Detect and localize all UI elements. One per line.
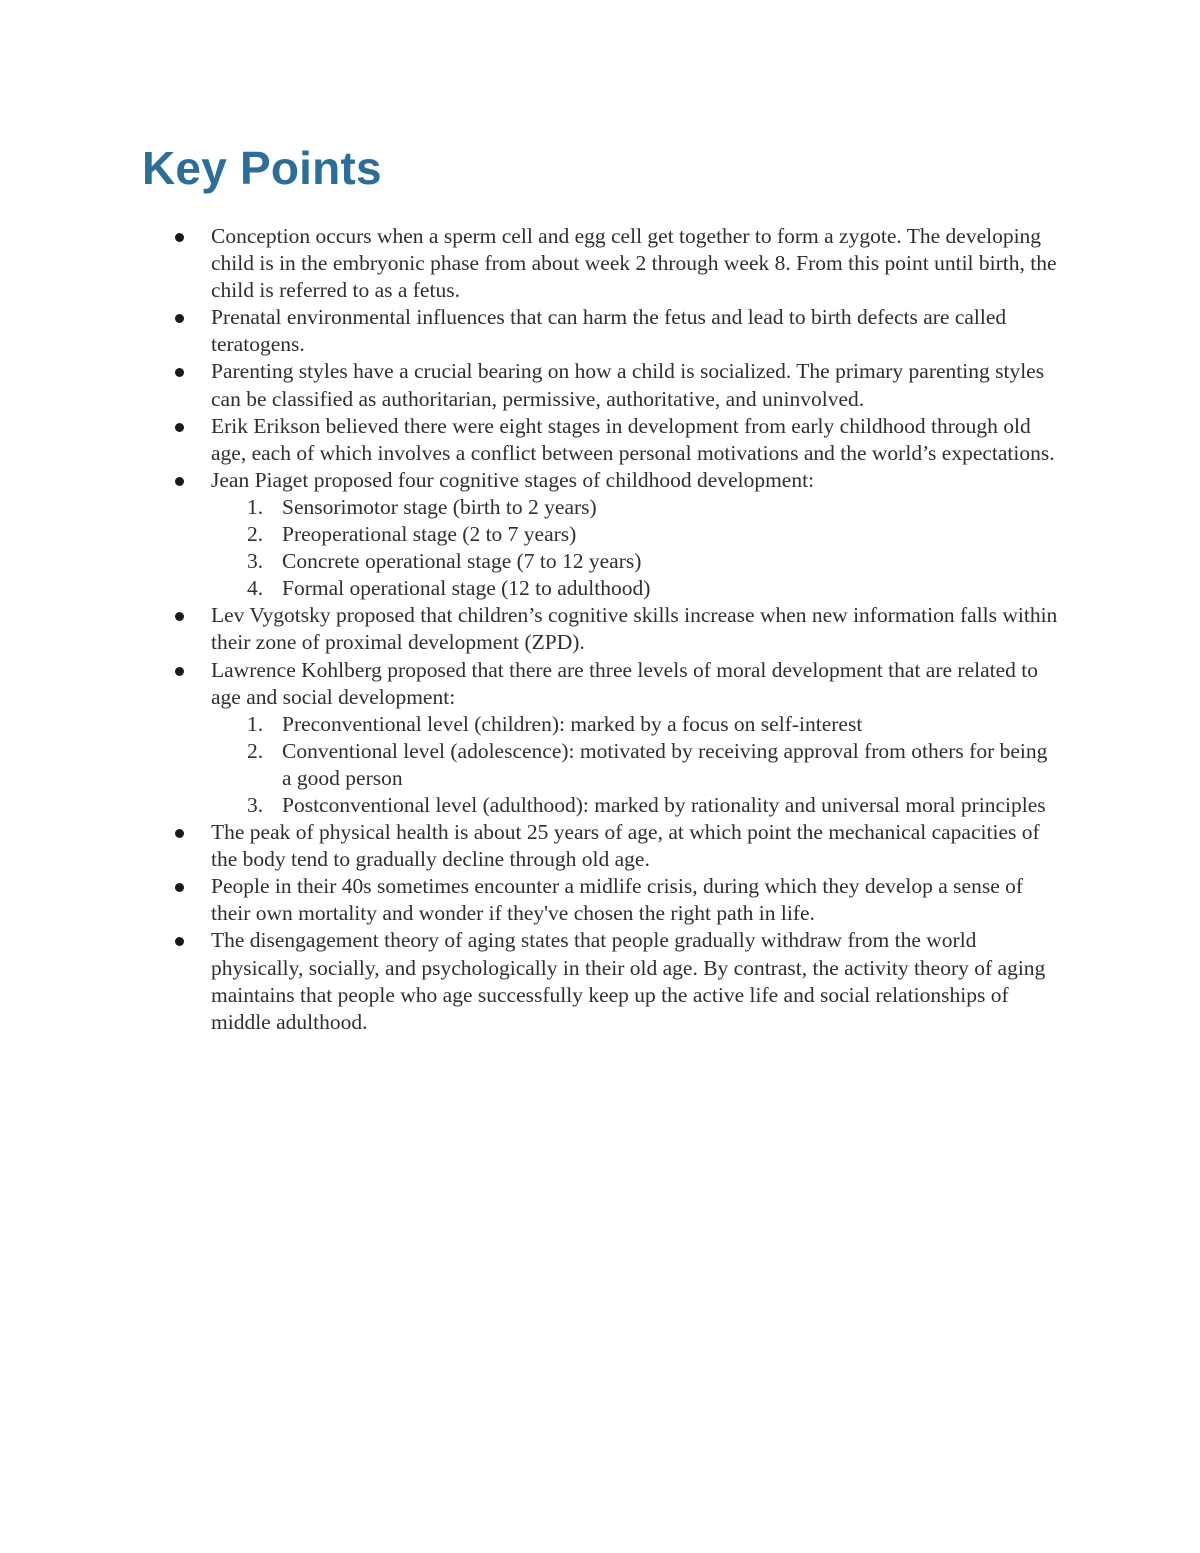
list-item-text: Jean Piaget proposed four cognitive stages of childhood development: [211,467,815,492]
sub-list-item-text: Conventional level (adolescence): motivated by receiving approval from others for being a good person [282,738,1048,790]
page-title: Key Points [142,142,382,194]
list-item-text: The peak of physical health is about 25 years of age, at which point the mechanical capacities of the body tend to gradually decline through old age. [211,820,1040,872]
list-item [211,602,1061,656]
sub-list-item [247,548,1061,575]
sub-list-item-text: Postconventional level (adulthood): marked by rationality and universal moral principles [282,792,1046,817]
list-item-text: The disengagement theory of aging states that people gradually withdraw from the world physically, socially, and psychologically in their old age. By contrast, the activity theory of aging maintains that people who age successfully keep up the active life and social relationships of middle adulthood. [211,928,1046,1034]
list-item [211,819,1061,873]
key-points-list [211,223,1061,1036]
sub-list-item [247,494,1061,521]
sub-list-item [247,738,1061,792]
list-number: 1. [247,711,264,736]
list-number: 1. [247,494,264,519]
list-item [211,304,1061,358]
list-item-text: Parenting styles have a crucial bearing on how a child is socialized. The primary parenting styles can be classified as authoritarian, permissive, authoritative, and uninvolved. [211,359,1045,411]
list-number: 3. [247,549,264,574]
bullet-icon [175,937,184,946]
list-number: 4. [247,576,264,601]
list-item-text: Lawrence Kohlberg proposed that there are three levels of moral development that are related to age and social development: [211,657,1038,709]
sub-list-item [247,521,1061,548]
key-points-content [211,223,1061,1036]
list-item [211,467,1061,602]
bullet-icon [175,423,184,432]
list-item [211,657,1061,820]
list-item [211,358,1061,412]
list-item-text: Conception occurs when a sperm cell and egg cell get together to form a zygote. The developing child is in the embryonic phase from about week 2 through week 8. From this point until birth, the child is referred to as a fetus. [211,224,1057,303]
sub-list-item-text: Formal operational stage (12 to adulthood) [282,576,651,601]
sub-list-item [247,575,1061,602]
kohlberg-levels-list [211,711,1061,819]
list-item-text: Prenatal environmental influences that can harm the fetus and lead to birth defects are called teratogens. [211,305,1007,357]
list-number: 2. [247,522,264,547]
bullet-icon [175,667,184,676]
list-item-text: People in their 40s sometimes encounter a midlife crisis, during which they develop a sense of their own mortality and wonder if they've chosen the right path in life. [211,874,1024,926]
bullet-icon [175,883,184,892]
sub-list-item-text: Preconventional level (children): marked by a focus on self-interest [282,711,863,736]
list-number: 3. [247,792,264,817]
sub-list-item-text: Concrete operational stage (7 to 12 years) [282,549,642,574]
list-number: 2. [247,738,264,763]
piaget-stages-list [211,494,1061,602]
bullet-icon [175,829,184,838]
bullet-icon [175,368,184,377]
sub-list-item-text: Preoperational stage (2 to 7 years) [282,522,577,547]
list-item [211,873,1061,927]
bullet-icon [175,612,184,621]
bullet-icon [175,314,184,323]
list-item [211,413,1061,467]
sub-list-item [247,792,1061,819]
bullet-icon [175,477,184,486]
bullet-icon [175,233,184,242]
sub-list-item [247,711,1061,738]
list-item [211,223,1061,304]
list-item-text: Lev Vygotsky proposed that children’s cognitive skills increase when new information falls within their zone of proximal development (ZPD). [211,603,1058,655]
sub-list-item-text: Sensorimotor stage (birth to 2 years) [282,494,597,519]
list-item [211,927,1061,1035]
list-item-text: Erik Erikson believed there were eight stages in development from early childhood through old age, each of which involves a conflict between personal motivations and the world’s expectations. [211,413,1055,465]
